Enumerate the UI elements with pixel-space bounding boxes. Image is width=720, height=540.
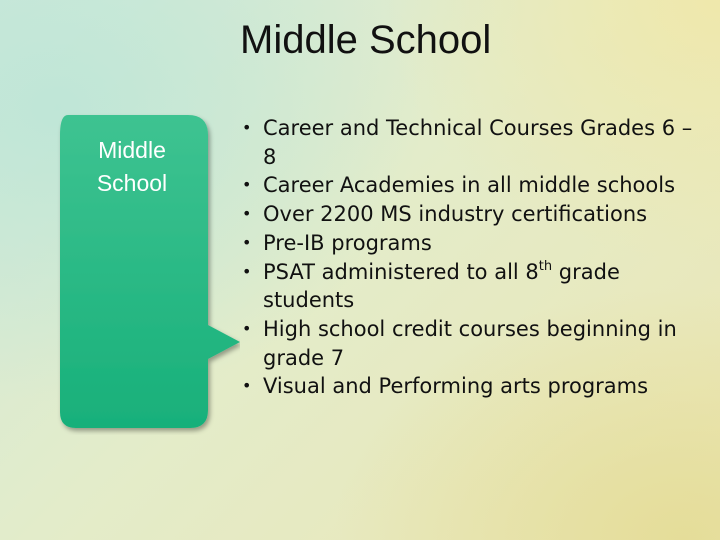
bullet-item	[240, 315, 710, 372]
bullet-text: High school credit courses beginning in grade 7	[263, 316, 677, 370]
bullet-item	[240, 114, 710, 171]
bullet-text: Career and Technical Courses Grades 6 – 8	[263, 116, 693, 169]
bullet-item	[240, 258, 710, 315]
bullet-dot-icon: •	[242, 232, 252, 252]
bullet-text-before: PSAT administered to all 8	[263, 259, 539, 284]
bullet-text: Visual and Performing arts programs	[263, 374, 649, 399]
bullet-text: Pre-IB programs	[263, 230, 432, 255]
bullet-list	[240, 114, 710, 401]
bullet-dot-icon: •	[242, 204, 252, 224]
bullet-text: Career Academies in all middle schools	[263, 173, 676, 198]
bullet-item	[240, 372, 710, 401]
bullet-dot-icon: •	[242, 175, 252, 195]
bullet-dot-icon: •	[242, 318, 252, 338]
bullet-dot-icon: •	[242, 261, 252, 281]
callout-label: Middle School	[96, 137, 168, 196]
bullet-item	[240, 171, 710, 200]
bullet-dot-icon: •	[242, 118, 252, 137]
bullet-text-after: grade students	[263, 259, 620, 313]
ordinal-superscript: th	[538, 258, 553, 274]
bullet-item	[240, 200, 710, 229]
slide-title: Middle School	[240, 18, 492, 62]
bullet-text: Over 2200 MS industry certifications	[263, 202, 648, 227]
middle-school-callout	[50, 110, 240, 435]
bullet-item	[240, 229, 710, 258]
bullet-dot-icon: •	[242, 376, 252, 396]
